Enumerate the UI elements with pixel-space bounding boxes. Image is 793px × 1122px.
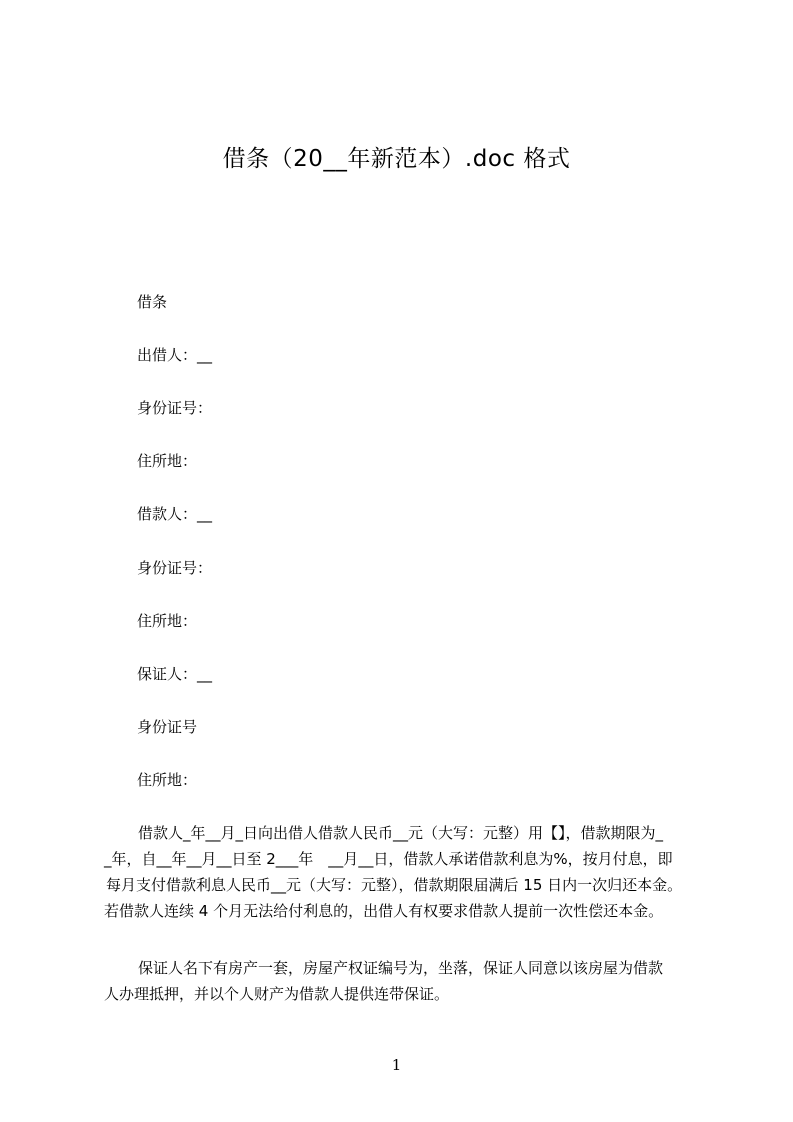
borrower-field: 借款人：__ [137, 505, 213, 523]
loan-terms-line: 若借款人连续 4 个月无法给付利息的，出借人有权要求借款人提前一次性偿还本金。 [104, 902, 664, 920]
borrower-address-field: 住所地： [137, 612, 198, 630]
guarantee-line: 人办理抵押，并以个人财产为借款人提供连带保证。 [104, 985, 450, 1003]
lender-address-field: 住所地： [137, 452, 198, 470]
guarantor-id-field: 身份证号 [137, 718, 198, 736]
loan-terms-line: _年，自__年__月__日至 2___年 __月__日，借款人承诺借款利息为%，按月付息，即 [104, 850, 673, 868]
loan-terms-line: 每月支付借款利息人民币__元（大写：元整），借款期限届满后 15 日内一次归还本金。 [106, 876, 683, 894]
lender-field: 出借人：__ [137, 346, 213, 364]
borrower-id-field: 身份证号： [137, 559, 213, 577]
guarantee-paragraph [104, 955, 724, 1007]
heading-jietiao: 借条 [137, 293, 168, 311]
lender-id-field: 身份证号： [137, 399, 213, 417]
loan-terms-paragraph [104, 820, 724, 924]
document-title: 借条（20__年新范本）.doc 格式 [222, 146, 571, 172]
guarantee-line: 保证人名下有房产一套，房屋产权证编号为，坐落，保证人同意以该房屋为借款 [138, 959, 664, 977]
guarantor-field: 保证人：__ [137, 665, 213, 683]
page-number: 1 [391, 1056, 402, 1074]
loan-terms-line: 借款人_年__月_日向出借人借款人民币__元（大写：元整）用【】，借款期限为_ [138, 824, 664, 842]
guarantor-address-field: 住所地： [137, 771, 198, 789]
